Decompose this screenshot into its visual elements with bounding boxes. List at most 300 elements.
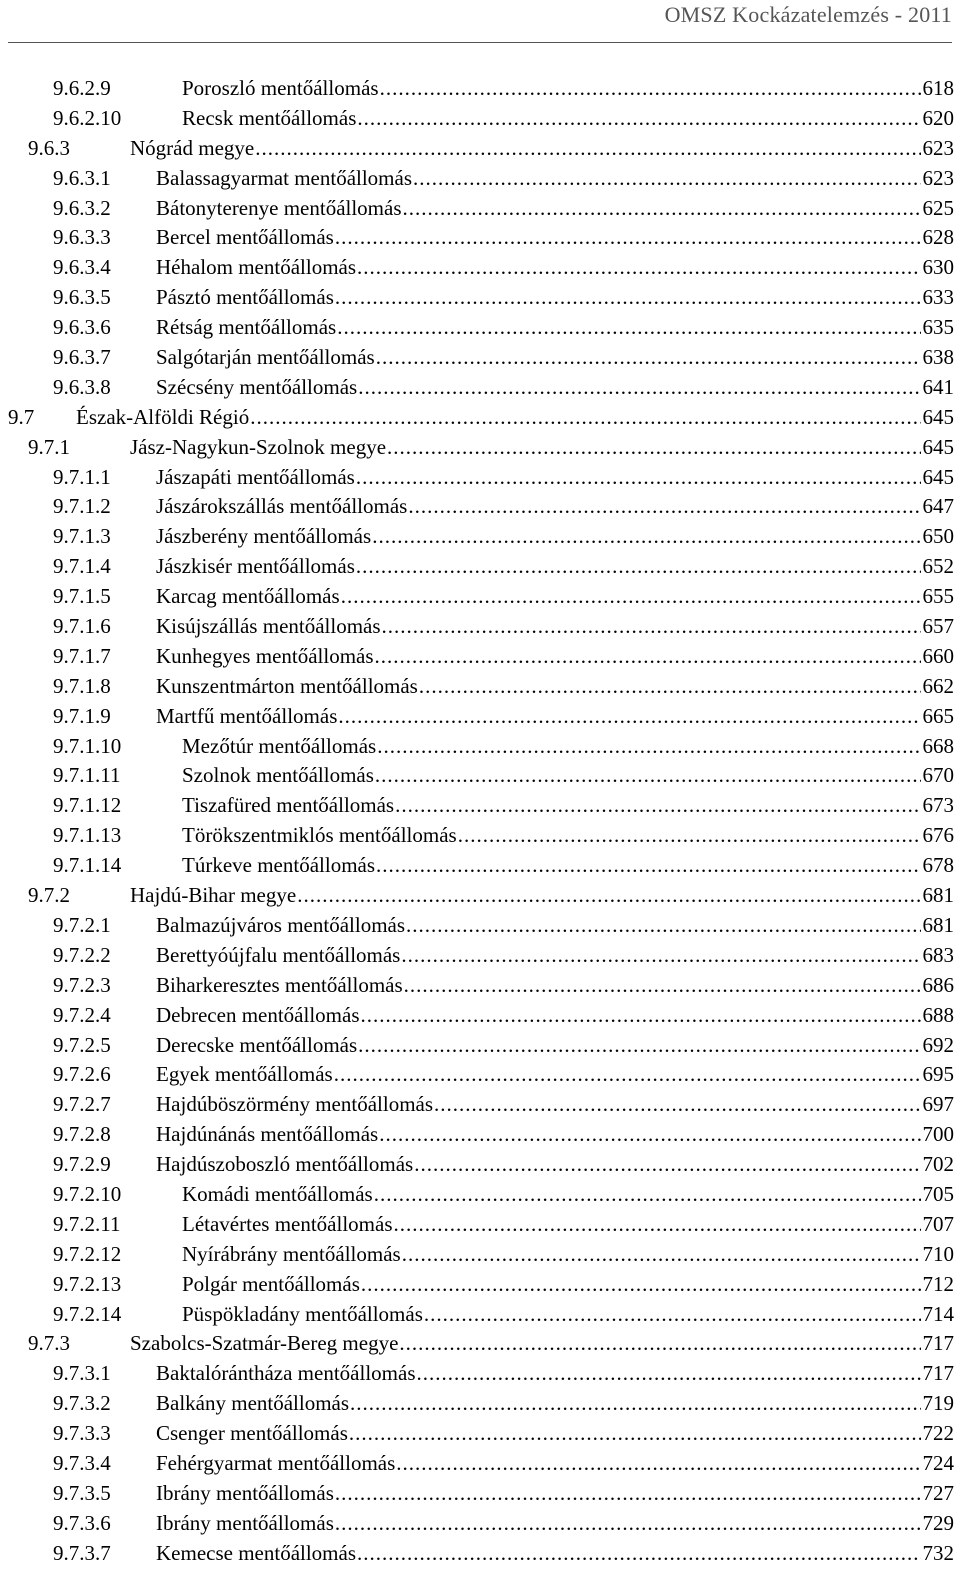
toc-entry-page: 692 bbox=[922, 1032, 954, 1057]
dot-leader bbox=[357, 1539, 920, 1569]
dot-leader bbox=[424, 1300, 921, 1330]
toc-entry[interactable] bbox=[0, 1031, 960, 1061]
toc-entry-title: Kemecse mentőállomás bbox=[156, 1540, 357, 1565]
toc-entry-line bbox=[156, 1359, 954, 1389]
toc-entry-line bbox=[156, 253, 954, 283]
toc-entry[interactable] bbox=[0, 821, 960, 851]
toc-entry-page: 645 bbox=[922, 434, 954, 459]
toc-entry-page: 635 bbox=[922, 315, 954, 340]
toc-entry[interactable] bbox=[0, 911, 960, 941]
toc-entry-line bbox=[182, 851, 954, 881]
toc-entry-line bbox=[156, 1060, 954, 1090]
toc-entry-line bbox=[156, 612, 954, 642]
toc-entry-number: 9.7.1.7 bbox=[53, 643, 111, 668]
dot-leader bbox=[399, 1329, 920, 1359]
toc-entry[interactable] bbox=[0, 74, 960, 104]
toc-entry[interactable] bbox=[0, 492, 960, 522]
dot-leader bbox=[255, 134, 920, 164]
toc-entry-line bbox=[182, 761, 954, 791]
toc-entry-page: 724 bbox=[922, 1450, 954, 1475]
toc-entry-number: 9.7.1.3 bbox=[53, 524, 111, 549]
toc-entry-number: 9.6.3.5 bbox=[53, 285, 111, 310]
toc-entry[interactable] bbox=[0, 881, 960, 911]
dot-leader bbox=[358, 1031, 920, 1061]
toc-entry-title: Szécsény mentőállomás bbox=[156, 374, 358, 399]
toc-entry-title: Ibrány mentőállomás bbox=[156, 1510, 334, 1535]
toc-entry-number: 9.7.1.11 bbox=[53, 763, 121, 788]
toc-entry-page: 714 bbox=[922, 1301, 954, 1326]
toc-entry-page: 697 bbox=[922, 1092, 954, 1117]
dot-leader bbox=[380, 74, 921, 104]
toc-entry[interactable] bbox=[0, 1150, 960, 1180]
dot-leader bbox=[401, 941, 920, 971]
dot-leader bbox=[402, 1240, 921, 1270]
dot-leader bbox=[297, 881, 920, 911]
dot-leader bbox=[375, 761, 921, 791]
toc-entry-number: 9.7.1.12 bbox=[53, 793, 122, 818]
toc-entry-number: 9.7.1.2 bbox=[53, 494, 111, 519]
toc-entry-number: 9.7.3.3 bbox=[53, 1421, 111, 1446]
toc-entry-line bbox=[156, 1479, 954, 1509]
dot-leader bbox=[376, 343, 921, 373]
toc-entry-title: Jászapáti mentőállomás bbox=[156, 464, 355, 489]
toc-entry-title: Hajdúszoboszló mentőállomás bbox=[156, 1152, 414, 1177]
toc-entry[interactable] bbox=[0, 582, 960, 612]
toc-entry-title: Baktalórántháza mentőállomás bbox=[156, 1361, 416, 1386]
toc-entry-number: 9.7.2.7 bbox=[53, 1092, 111, 1117]
toc-entry-number: 9.6.2.9 bbox=[53, 76, 111, 100]
toc-entry-number: 9.7.2.12 bbox=[53, 1241, 122, 1266]
dot-leader bbox=[413, 164, 920, 194]
toc-entry-page: 623 bbox=[922, 165, 954, 190]
toc-entry-line bbox=[156, 1090, 954, 1120]
toc-entry[interactable] bbox=[0, 1300, 960, 1330]
toc-entry-title: Berettyóújfalu mentőállomás bbox=[156, 942, 401, 967]
toc-entry-line bbox=[156, 1419, 954, 1449]
toc-entry-page: 618 bbox=[922, 76, 954, 100]
toc-entry-line bbox=[156, 642, 954, 672]
toc-entry-line bbox=[156, 941, 954, 971]
toc-entry-page: 705 bbox=[922, 1181, 954, 1206]
toc-entry-page: 657 bbox=[922, 614, 954, 639]
toc-entry-page: 688 bbox=[922, 1002, 954, 1027]
toc-entry-title: Fehérgyarmat mentőállomás bbox=[156, 1450, 396, 1475]
toc-entry[interactable] bbox=[0, 1359, 960, 1389]
toc-entry-line bbox=[156, 463, 954, 493]
toc-entry-title: Karcag mentőállomás bbox=[156, 584, 340, 609]
dot-leader bbox=[357, 104, 920, 134]
toc-entry-title: Bercel mentőállomás bbox=[156, 225, 334, 250]
toc-entry-line bbox=[156, 343, 954, 373]
toc-entry-number: 9.7.1 bbox=[28, 434, 70, 459]
toc-entry[interactable] bbox=[0, 1060, 960, 1090]
toc-entry-page: 620 bbox=[922, 105, 954, 130]
toc-entry-title: Poroszló mentőállomás bbox=[182, 76, 379, 100]
toc-entry[interactable] bbox=[0, 1240, 960, 1270]
dot-leader bbox=[334, 1060, 921, 1090]
toc-entry-line bbox=[156, 1001, 954, 1031]
toc-entry-number: 9.7.2.4 bbox=[53, 1002, 111, 1027]
toc-entry[interactable] bbox=[0, 1270, 960, 1300]
toc-entry[interactable] bbox=[0, 1479, 960, 1509]
toc-entry-title: Héhalom mentőállomás bbox=[156, 255, 357, 280]
toc-entry-page: 668 bbox=[922, 733, 954, 758]
toc-entry[interactable] bbox=[0, 283, 960, 313]
toc-entry[interactable] bbox=[0, 1509, 960, 1539]
toc-entry[interactable] bbox=[0, 463, 960, 493]
toc-entry[interactable] bbox=[0, 612, 960, 642]
toc-entry-page: 695 bbox=[922, 1062, 954, 1087]
toc-entry-title: Balmazújváros mentőállomás bbox=[156, 912, 406, 937]
toc-entry-number: 9.6.2.10 bbox=[53, 105, 122, 130]
toc-entry-number: 9.7.1.9 bbox=[53, 703, 111, 728]
toc-entry[interactable] bbox=[0, 194, 960, 224]
header-rule bbox=[8, 42, 952, 43]
dot-leader bbox=[356, 463, 921, 493]
toc-entry[interactable] bbox=[0, 1180, 960, 1210]
toc-entry-title: Hajdúböszörmény mentőállomás bbox=[156, 1092, 434, 1117]
toc-entry[interactable] bbox=[0, 134, 960, 164]
toc-entry-number: 9.7 bbox=[8, 404, 35, 429]
toc-entry-number: 9.6.3.2 bbox=[53, 195, 111, 220]
toc-entry-number: 9.7.1.13 bbox=[53, 823, 122, 848]
dot-leader bbox=[372, 522, 920, 552]
dot-leader bbox=[357, 253, 920, 283]
dot-leader bbox=[335, 1509, 921, 1539]
toc-entry-line bbox=[182, 821, 954, 851]
toc-entry-page: 630 bbox=[922, 255, 954, 280]
toc-entry-number: 9.7.3.7 bbox=[53, 1540, 111, 1565]
toc-entry-line bbox=[76, 403, 954, 433]
toc-entry-title: Mezőtúr mentőállomás bbox=[182, 733, 377, 758]
toc-entry[interactable] bbox=[0, 672, 960, 702]
toc-entry-title: Debrecen mentőállomás bbox=[156, 1002, 360, 1027]
toc-entry[interactable] bbox=[0, 552, 960, 582]
dot-leader bbox=[395, 791, 920, 821]
toc-entry-page: 717 bbox=[922, 1331, 954, 1356]
toc-entry-page: 678 bbox=[922, 853, 954, 878]
toc-entry-line bbox=[156, 552, 954, 582]
toc-entry-title: Szabolcs-Szatmár-Bereg megye bbox=[130, 1331, 399, 1356]
toc-entry-line bbox=[156, 522, 954, 552]
toc-entry-title: Martfű mentőállomás bbox=[156, 703, 338, 728]
toc-entry[interactable] bbox=[0, 1449, 960, 1479]
toc-entry-page: 628 bbox=[922, 225, 954, 250]
toc-entry[interactable] bbox=[0, 343, 960, 373]
toc-entry-title: Jászárokszállás mentőállomás bbox=[156, 494, 408, 519]
dot-leader bbox=[361, 1270, 921, 1300]
toc-entry-page: 623 bbox=[922, 135, 954, 160]
toc-entry-title: Jászberény mentőállomás bbox=[156, 524, 372, 549]
toc-entry-title: Tiszafüred mentőállomás bbox=[182, 793, 395, 818]
toc-entry-page: 662 bbox=[922, 673, 954, 698]
toc-entry-title: Kisújszállás mentőállomás bbox=[156, 614, 381, 639]
toc-entry-line bbox=[156, 1449, 954, 1479]
toc-entry-page: 665 bbox=[922, 703, 954, 728]
toc-entry-page: 633 bbox=[922, 285, 954, 310]
toc-entry-page: 727 bbox=[922, 1480, 954, 1505]
toc-entry-title: Salgótarján mentőállomás bbox=[156, 345, 375, 370]
toc-entry[interactable] bbox=[0, 1001, 960, 1031]
toc-entry-number: 9.7.1.10 bbox=[53, 733, 122, 758]
toc-entry-number: 9.7.2.13 bbox=[53, 1271, 122, 1296]
toc-entry-number: 9.7.3 bbox=[28, 1331, 70, 1356]
toc-entry-number: 9.7.2 bbox=[28, 883, 70, 908]
toc-entry-line bbox=[130, 1329, 954, 1359]
toc-entry-page: 638 bbox=[922, 345, 954, 370]
toc-entry-page: 681 bbox=[922, 883, 954, 908]
toc-entry-line bbox=[156, 492, 954, 522]
toc-entry-page: 647 bbox=[922, 494, 954, 519]
dot-leader bbox=[414, 1150, 920, 1180]
dot-leader bbox=[375, 642, 921, 672]
toc-entry-line bbox=[182, 1180, 954, 1210]
toc-entry-number: 9.7.3.6 bbox=[53, 1510, 111, 1535]
toc-entry-line bbox=[156, 1031, 954, 1061]
toc-entry-title: Szolnok mentőállomás bbox=[182, 763, 374, 788]
toc-entry-page: 732 bbox=[922, 1540, 954, 1565]
table-of-contents bbox=[0, 74, 960, 1569]
dot-leader bbox=[335, 223, 921, 253]
dot-leader bbox=[358, 373, 920, 403]
toc-entry-line bbox=[156, 164, 954, 194]
dot-leader bbox=[404, 971, 921, 1001]
toc-entry-number: 9.7.3.2 bbox=[53, 1391, 111, 1416]
toc-entry-number: 9.7.1.4 bbox=[53, 554, 111, 579]
toc-entry[interactable] bbox=[0, 1120, 960, 1150]
toc-entry-number: 9.7.2.11 bbox=[53, 1211, 121, 1236]
toc-entry[interactable] bbox=[0, 433, 960, 463]
toc-entry-number: 9.6.3.4 bbox=[53, 255, 111, 280]
toc-entry-title: Jászkisér mentőállomás bbox=[156, 554, 355, 579]
toc-entry-line bbox=[156, 194, 954, 224]
toc-entry[interactable] bbox=[0, 373, 960, 403]
running-header: OMSZ Kockázatelemzés - 2011 bbox=[664, 2, 952, 27]
dot-leader bbox=[356, 552, 921, 582]
toc-entry-title: Balassagyarmat mentőállomás bbox=[156, 165, 413, 190]
toc-entry-number: 9.6.3.7 bbox=[53, 345, 111, 370]
dot-leader bbox=[387, 433, 920, 463]
toc-entry-number: 9.6.3 bbox=[28, 135, 70, 160]
toc-entry-line bbox=[156, 1120, 954, 1150]
toc-entry[interactable] bbox=[0, 223, 960, 253]
toc-entry-number: 9.7.2.8 bbox=[53, 1122, 111, 1147]
toc-entry-title: Kunszentmárton mentőállomás bbox=[156, 673, 418, 698]
toc-entry-title: Létavértes mentőállomás bbox=[182, 1211, 393, 1236]
dot-leader bbox=[250, 403, 920, 433]
toc-entry[interactable] bbox=[0, 761, 960, 791]
toc-entry-title: Észak-Alföldi Régió bbox=[76, 404, 250, 429]
toc-entry-number: 9.7.3.4 bbox=[53, 1450, 111, 1475]
toc-entry-line bbox=[182, 791, 954, 821]
toc-entry-line bbox=[130, 881, 954, 911]
dot-leader bbox=[417, 1359, 921, 1389]
toc-entry-page: 625 bbox=[922, 195, 954, 220]
toc-entry-line bbox=[156, 672, 954, 702]
toc-entry-page: 719 bbox=[922, 1391, 954, 1416]
dot-leader bbox=[350, 1389, 920, 1419]
toc-entry-title: Derecske mentőállomás bbox=[156, 1032, 358, 1057]
toc-entry-page: 681 bbox=[922, 912, 954, 937]
toc-entry-line bbox=[182, 732, 954, 762]
dot-leader bbox=[374, 1180, 921, 1210]
toc-entry-title: Csenger mentőállomás bbox=[156, 1421, 348, 1446]
toc-entry-page: 702 bbox=[922, 1152, 954, 1177]
toc-entry-title: Biharkeresztes mentőállomás bbox=[156, 972, 403, 997]
toc-entry[interactable] bbox=[0, 791, 960, 821]
toc-entry-line bbox=[156, 911, 954, 941]
toc-entry-number: 9.6.3.8 bbox=[53, 374, 111, 399]
toc-entry-number: 9.7.3.1 bbox=[53, 1361, 111, 1386]
toc-entry-line bbox=[182, 1270, 954, 1300]
toc-entry-number: 9.6.3.1 bbox=[53, 165, 111, 190]
toc-entry-number: 9.7.2.6 bbox=[53, 1062, 111, 1087]
dot-leader bbox=[377, 732, 920, 762]
toc-entry-line bbox=[156, 1150, 954, 1180]
toc-entry[interactable] bbox=[0, 941, 960, 971]
toc-entry-number: 9.7.2.9 bbox=[53, 1152, 111, 1177]
dot-leader bbox=[361, 1001, 921, 1031]
toc-entry-title: Nyírábrány mentőállomás bbox=[182, 1241, 401, 1266]
toc-entry[interactable] bbox=[0, 403, 960, 433]
toc-entry-number: 9.7.2.10 bbox=[53, 1181, 122, 1206]
dot-leader bbox=[403, 194, 921, 224]
toc-entry-page: 655 bbox=[922, 584, 954, 609]
toc-entry-title: Recsk mentőállomás bbox=[182, 105, 357, 130]
toc-entry-title: Hajdúnánás mentőállomás bbox=[156, 1122, 379, 1147]
toc-entry[interactable] bbox=[0, 1389, 960, 1419]
dot-leader bbox=[376, 851, 920, 881]
toc-entry[interactable] bbox=[0, 642, 960, 672]
toc-entry-title: Túrkeve mentőállomás bbox=[182, 853, 376, 878]
toc-entry-number: 9.6.3.3 bbox=[53, 225, 111, 250]
dot-leader bbox=[382, 612, 921, 642]
dot-leader bbox=[419, 672, 921, 702]
toc-entry-title: Jász-Nagykun-Szolnok megye bbox=[130, 434, 387, 459]
toc-entry-number: 9.6.3.6 bbox=[53, 315, 111, 340]
dot-leader bbox=[394, 1210, 921, 1240]
toc-entry-line bbox=[156, 1539, 954, 1569]
toc-entry-line bbox=[156, 582, 954, 612]
toc-entry-page: 645 bbox=[922, 464, 954, 489]
toc-entry-line bbox=[156, 223, 954, 253]
toc-entry-page: 712 bbox=[922, 1271, 954, 1296]
toc-entry-page: 700 bbox=[922, 1122, 954, 1147]
toc-entry-title: Bátonyterenye mentőállomás bbox=[156, 195, 402, 220]
toc-entry-line bbox=[182, 1210, 954, 1240]
toc-entry[interactable] bbox=[0, 1419, 960, 1449]
toc-entry-line bbox=[156, 1509, 954, 1539]
toc-entry-number: 9.7.2.1 bbox=[53, 912, 111, 937]
toc-entry-line bbox=[156, 373, 954, 403]
toc-entry-page: 676 bbox=[922, 823, 954, 848]
toc-entry-title: Polgár mentőállomás bbox=[182, 1271, 360, 1296]
toc-entry-number: 9.7.1.6 bbox=[53, 614, 111, 639]
toc-entry[interactable] bbox=[0, 313, 960, 343]
toc-entry-line bbox=[182, 104, 954, 134]
dot-leader bbox=[406, 911, 920, 941]
toc-entry[interactable] bbox=[0, 164, 960, 194]
toc-entry-title: Komádi mentőállomás bbox=[182, 1181, 373, 1206]
dot-leader bbox=[335, 283, 921, 313]
toc-entry-line bbox=[156, 971, 954, 1001]
toc-entry[interactable] bbox=[0, 253, 960, 283]
toc-entry-line bbox=[130, 433, 954, 463]
toc-entry-title: Kunhegyes mentőállomás bbox=[156, 643, 374, 668]
dot-leader bbox=[337, 313, 920, 343]
dot-leader bbox=[335, 1479, 921, 1509]
toc-entry[interactable] bbox=[0, 1210, 960, 1240]
dot-leader bbox=[379, 1120, 920, 1150]
toc-entry-page: 652 bbox=[922, 554, 954, 579]
toc-entry[interactable] bbox=[0, 732, 960, 762]
toc-entry[interactable] bbox=[0, 702, 960, 732]
toc-entry-line bbox=[156, 283, 954, 313]
toc-entry[interactable] bbox=[0, 971, 960, 1001]
toc-entry-page: 722 bbox=[922, 1421, 954, 1446]
toc-entry-page: 729 bbox=[922, 1510, 954, 1535]
toc-entry-number: 9.7.2.5 bbox=[53, 1032, 111, 1057]
toc-entry-line bbox=[130, 134, 954, 164]
toc-entry[interactable] bbox=[0, 1090, 960, 1120]
toc-entry-line bbox=[156, 313, 954, 343]
toc-entry-number: 9.7.2.14 bbox=[53, 1301, 122, 1326]
toc-entry-title: Ibrány mentőállomás bbox=[156, 1480, 334, 1505]
toc-entry-title: Püspökladány mentőállomás bbox=[182, 1301, 423, 1326]
toc-entry-page: 650 bbox=[922, 524, 954, 549]
toc-entry-title: Hajdú-Bihar megye bbox=[130, 883, 297, 908]
toc-entry-title: Rétság mentőállomás bbox=[156, 315, 337, 340]
toc-entry-page: 710 bbox=[922, 1241, 954, 1266]
dot-leader bbox=[408, 492, 920, 522]
toc-entry-page: 645 bbox=[922, 404, 954, 429]
toc-entry-title: Pásztó mentőállomás bbox=[156, 285, 334, 310]
toc-entry-line bbox=[182, 74, 954, 104]
toc-entry-line bbox=[182, 1300, 954, 1330]
toc-entry-line bbox=[182, 1240, 954, 1270]
toc-entry-number: 9.7.2.3 bbox=[53, 972, 111, 997]
toc-entry-number: 9.7.1.14 bbox=[53, 853, 122, 878]
toc-entry-title: Törökszentmiklós mentőállomás bbox=[182, 823, 457, 848]
toc-entry-line bbox=[156, 702, 954, 732]
dot-leader bbox=[349, 1419, 921, 1449]
dot-leader bbox=[341, 582, 921, 612]
toc-entry-title: Nógrád megye bbox=[130, 135, 255, 160]
toc-entry[interactable] bbox=[0, 522, 960, 552]
dot-leader bbox=[338, 702, 920, 732]
toc-entry-page: 707 bbox=[922, 1211, 954, 1236]
dot-leader bbox=[458, 821, 921, 851]
toc-entry-page: 673 bbox=[922, 793, 954, 818]
toc-entry[interactable] bbox=[0, 1539, 960, 1569]
toc-entry-title: Balkány mentőállomás bbox=[156, 1391, 350, 1416]
toc-entry-number: 9.7.1.1 bbox=[53, 464, 111, 489]
dot-leader bbox=[396, 1449, 920, 1479]
toc-entry-number: 9.7.1.8 bbox=[53, 673, 111, 698]
toc-entry-page: 641 bbox=[922, 374, 954, 399]
toc-entry-number: 9.7.1.5 bbox=[53, 584, 111, 609]
toc-entry-line bbox=[156, 1389, 954, 1419]
toc-entry-page: 670 bbox=[922, 763, 954, 788]
dot-leader bbox=[434, 1090, 920, 1120]
toc-entry[interactable] bbox=[0, 104, 960, 134]
toc-entry-page: 717 bbox=[922, 1361, 954, 1386]
toc-entry-title: Egyek mentőállomás bbox=[156, 1062, 333, 1087]
toc-entry[interactable] bbox=[0, 851, 960, 881]
toc-entry-number: 9.7.2.2 bbox=[53, 942, 111, 967]
toc-entry[interactable] bbox=[0, 1329, 960, 1359]
toc-entry-number: 9.7.3.5 bbox=[53, 1480, 111, 1505]
